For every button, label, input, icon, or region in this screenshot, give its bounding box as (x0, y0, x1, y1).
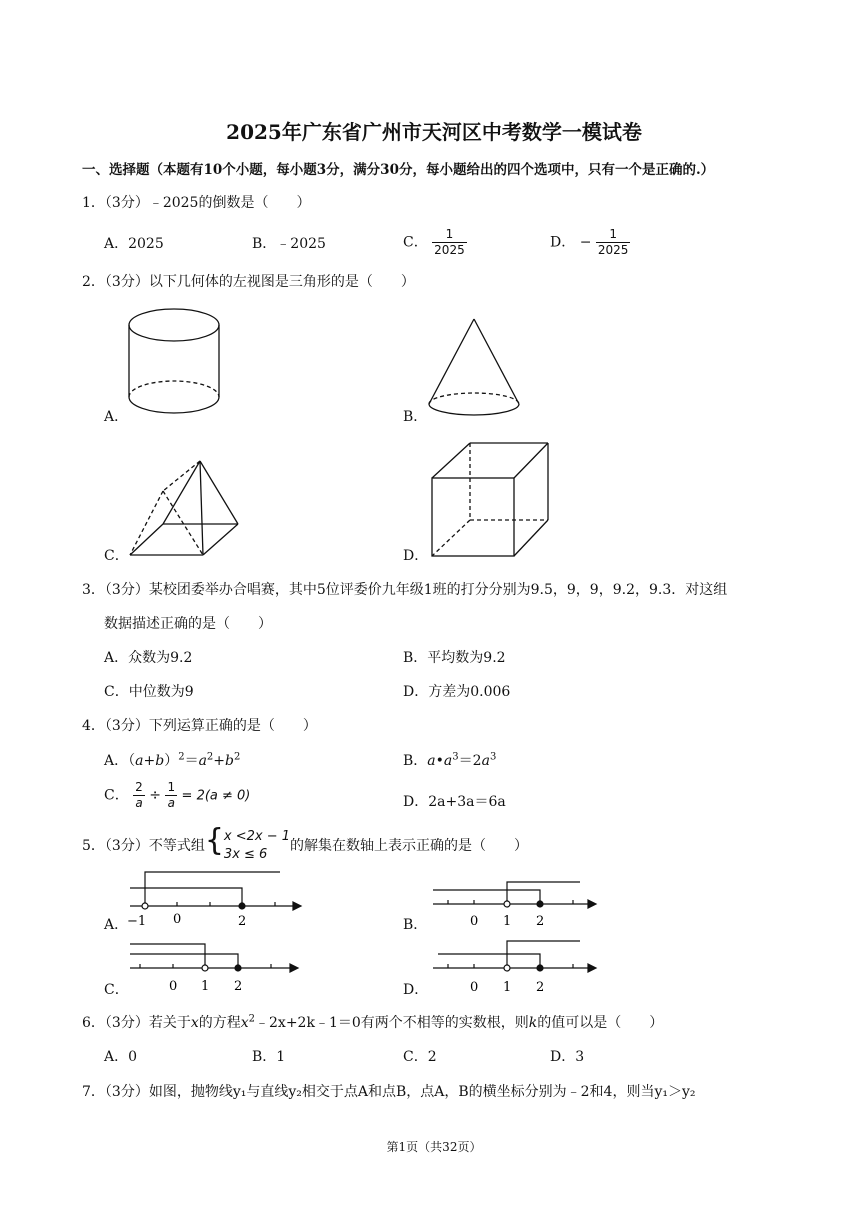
cube-figure (428, 440, 553, 560)
page-footer: 第1页（共32页） (386, 1140, 482, 1154)
var-b: b (155, 753, 165, 769)
exponent: 2 (234, 751, 241, 763)
tick-label: 0 (470, 914, 479, 929)
exponent: 2 (206, 751, 214, 763)
exponent: 3 (489, 751, 497, 763)
stem-mid: 的方程 (198, 1015, 241, 1031)
q6-option-c: C．2 (403, 1049, 437, 1065)
plus: + (213, 753, 226, 769)
var-a: a (198, 753, 207, 769)
frac-numerator: 1 (596, 227, 631, 243)
tick-label: 2 (234, 979, 243, 994)
opt-label: C． (104, 787, 129, 804)
question-6-stem (82, 1012, 663, 1032)
q5-option-b: B． (403, 917, 428, 933)
minus-sign: − (579, 234, 592, 251)
tick-label: 1 (503, 980, 512, 995)
q3-option-c: C．中位数为9 (104, 684, 194, 700)
tick-label: 2 (238, 914, 247, 929)
var-a: a (481, 753, 490, 769)
q5-option-c: C． (104, 982, 129, 998)
question-2-stem: 2．（3分）以下几何体的左视图是三角形的是（ ） (82, 274, 415, 290)
q4-option-a (104, 750, 240, 770)
var-a: a (135, 753, 144, 769)
frac-denominator: a (167, 796, 175, 810)
q1-option-d (550, 227, 630, 258)
tick-label: 1 (503, 914, 512, 929)
q4-option-d: D．2a+3a＝6a (403, 794, 506, 810)
prism-figure (128, 458, 243, 560)
stem-prefix: 5．（3分）不等式组 (82, 838, 205, 854)
var-a: a (427, 753, 436, 769)
plus: + (143, 753, 156, 769)
dot: • (435, 753, 444, 769)
brace: { (204, 823, 224, 858)
q5-option-d: D． (403, 982, 429, 998)
q3-option-a: A．众数为9.2 (104, 650, 193, 666)
q5-option-a: A． (104, 917, 129, 933)
q1-option-c (403, 227, 467, 258)
q1-option-d-label: D． (550, 234, 576, 251)
question-5-stem (82, 823, 529, 864)
q2-option-d: D． (403, 548, 429, 564)
q2-option-b: B． (403, 409, 428, 425)
opt-label: A．（ (104, 753, 136, 769)
q2-option-c: C． (104, 548, 129, 564)
var-x: x (240, 1015, 249, 1031)
stem-suffix: 的解集在数轴上表示正确的是（ ） (290, 838, 529, 854)
divide: ÷ (149, 787, 161, 804)
number-line-a (125, 866, 305, 931)
equals: ＝ (184, 753, 199, 769)
q3-option-d: D．方差为0.006 (403, 684, 511, 700)
frac-denominator: a (135, 796, 143, 810)
fraction-1-over-a (165, 780, 177, 811)
opt-label: B． (403, 753, 428, 769)
equation-rest: = 2(a ≠ 0) (181, 788, 251, 804)
fraction-2-over-a (133, 780, 145, 811)
q1-option-a: A．2025 (104, 236, 164, 252)
question-4-stem: 4．（3分）下列运算正确的是（ ） (82, 718, 317, 734)
frac-denominator: 2025 (434, 243, 465, 257)
var-k: k (528, 1015, 538, 1031)
frac-denominator: 2025 (597, 243, 629, 257)
question-3-stem-line-2: 数据描述正确的是（ ） (104, 616, 272, 632)
question-7-stem: 7．（3分）如图，抛物线y₁与直线y₂相交于点A和点B，点A，B的横坐标分别为﹣2和4，则当y₁＞y₂ (82, 1084, 696, 1100)
tick-label: 2 (536, 980, 545, 995)
q6-option-d: D．3 (550, 1049, 585, 1065)
var-x: x (190, 1015, 199, 1031)
inequality-system (224, 828, 290, 863)
inequality-1: x <2x − 1 (223, 829, 291, 845)
number-line-b (428, 876, 603, 931)
q4-option-b (403, 750, 496, 770)
tick-label: −1 (127, 914, 147, 929)
q1-option-d-fraction (596, 227, 631, 258)
q1-option-c-label: C． (403, 234, 428, 251)
exponent: 2 (248, 1013, 256, 1025)
equation-rest: ﹣2x+2k﹣1＝0有两个不相等的实数根，则 (255, 1015, 529, 1031)
tick-label: 0 (169, 979, 178, 994)
tick-label: 2 (536, 914, 545, 929)
question-1-stem: 1．（3分）﹣2025的倒数是（ ） (82, 195, 311, 211)
q6-option-a: A．0 (104, 1049, 138, 1065)
stem-suffix: 的值可以是（ ） (537, 1015, 664, 1031)
page-title: 2025年广东省广州市天河区中考数学一模试卷 (226, 120, 642, 144)
number-line-c (125, 938, 305, 996)
section-heading: 一、选择题（本题有10个小题，每小题3分，满分30分，每小题给出的四个选项中，只有一个是正确的.） (82, 162, 715, 178)
paren-close: ） (164, 753, 179, 769)
equals: ＝2 (458, 753, 482, 769)
number-line-d (428, 936, 603, 996)
exponent: 2 (178, 751, 185, 763)
q1-option-c-fraction (432, 227, 467, 258)
inequality-2: 3x ≤ 6 (223, 847, 268, 862)
frac-numerator: 2 (135, 780, 143, 794)
var-b: b (225, 753, 234, 769)
frac-numerator: 1 (167, 780, 176, 794)
q4-option-c (104, 780, 250, 811)
q2-option-a: A． (104, 409, 129, 425)
cylinder-figure (126, 305, 226, 420)
tick-label: 0 (470, 980, 479, 995)
exponent: 3 (452, 751, 459, 763)
question-3-stem-line-1: 3．（3分）某校团委举办合唱赛，其中5位评委价九年级1班的打分分别为9.5，9，9，9.2，9.3．对这组 (82, 582, 728, 598)
stem-prefix: 6．（3分）若关于 (82, 1015, 191, 1031)
tick-label: 1 (201, 979, 210, 994)
tick-label: 0 (173, 912, 182, 927)
var-a: a (443, 753, 453, 769)
q1-option-b: B．﹣2025 (252, 236, 326, 252)
frac-numerator: 1 (432, 227, 467, 243)
q3-option-b: B．平均数为9.2 (403, 650, 506, 666)
cone-figure (426, 316, 526, 421)
q6-option-b: B．1 (252, 1049, 286, 1065)
